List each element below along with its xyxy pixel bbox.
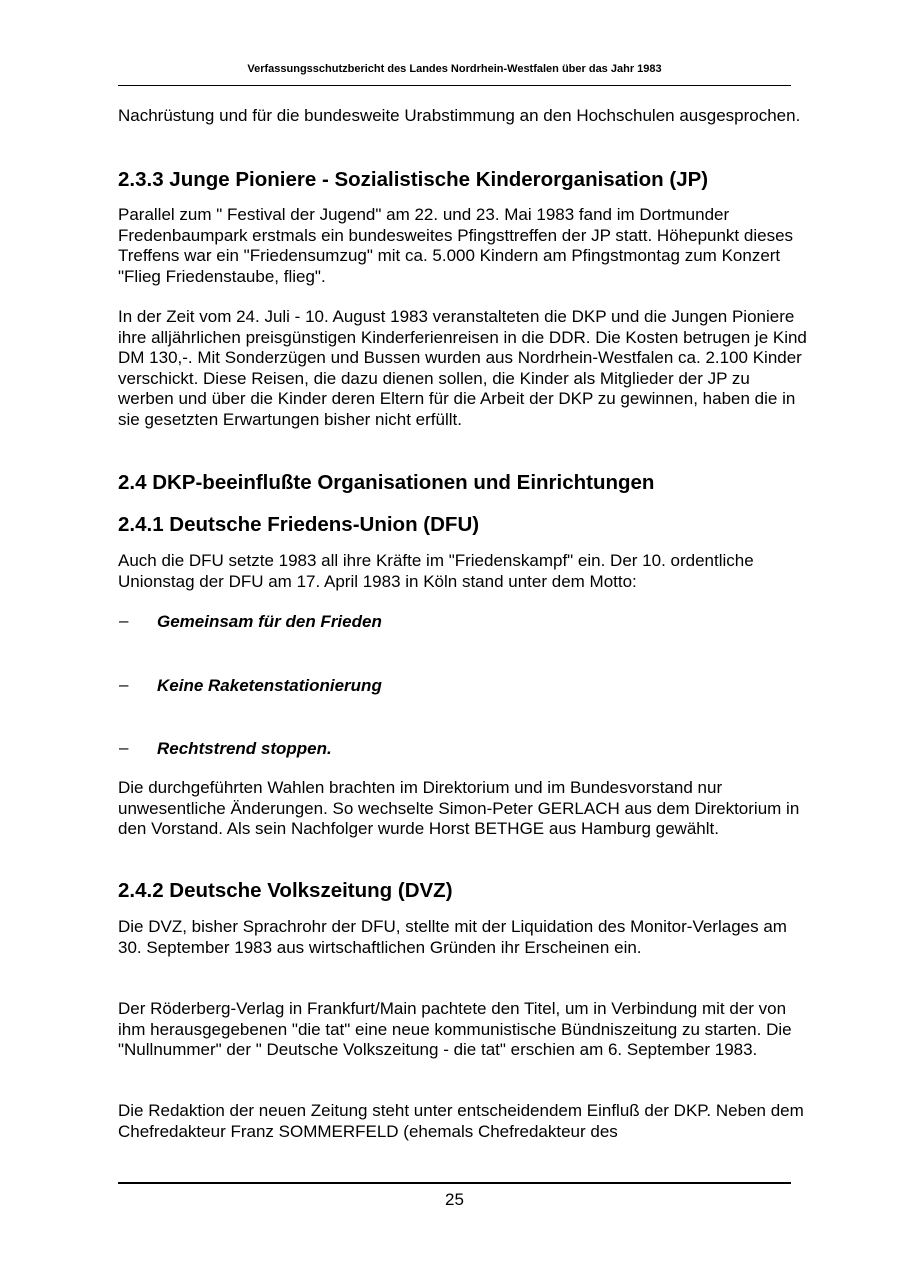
paragraph-continuation: Nachrüstung und für die bundesweite Urabstimmung an den Hochschulen ausgesprochen.: [118, 106, 801, 125]
bullet-motto-2: Keine Raketenstationierung: [157, 676, 382, 695]
paragraph-redaktion: Die Redaktion der neuen Zeitung steht unter entscheidendem Einfluß der DKP. Neben dem Chefredakteur Franz SOMMERFELD (ehemals Chefredakteur des: [118, 1101, 804, 1141]
page-number: 25: [445, 1190, 464, 1209]
heading-2-4: 2.4 DKP-beeinflußte Organisationen und Einrichtungen: [118, 471, 655, 494]
bullet-motto-1: Gemeinsam für den Frieden: [157, 612, 382, 631]
header-rule: [118, 85, 791, 86]
footer-rule: [118, 1182, 791, 1184]
bullet-dash-2: –: [119, 675, 129, 694]
paragraph-dfu-unionstag: Auch die DFU setzte 1983 all ihre Kräfte im "Friedenskampf" ein. Der 10. ordentliche Unionstag der DFU am 17. April 1983 in Köln stand unter dem Motto:: [118, 551, 754, 591]
paragraph-roederberg-verlag: Der Röderberg-Verlag in Frankfurt/Main pachtete den Titel, um in Verbindung mit der von ihm herausgegebenen "die tat" eine neue kommunistische Bündniszeitung zu starten. Die "Nullnummer" der " Deutsche Volkszeitung - die tat" erschien am 6. September 1983.: [118, 999, 792, 1059]
paragraph-ferienreisen: In der Zeit vom 24. Juli - 10. August 1983 veranstalteten die DKP und die Jungen Pioniere ihre alljährlichen preisgünstigen Kinderferienreisen in die DDR. Die Kosten betrugen je Kind DM 130,-. Mit Sonderzügen und Bussen wurden aus Nordrhein-Westfalen ca. 2.100 Kinder verschickt. Diese Reisen, die dazu dienen sollen, die Kinder als Mitglieder der JP zu werben und über die Kinder deren Eltern für die Arbeit der DKP zu gewinnen, haben die in sie gesetzten Erwartungen bisher nicht erfüllt.: [118, 307, 807, 429]
paragraph-wahlen: Die durchgeführten Wahlen brachten im Direktorium und im Bundesvorstand nur unwesentliche Änderungen. So wechselte Simon-Peter GERLACH aus dem Direktorium in den Vorstand. Als sein Nachfolger wurde Horst BETHGE aus Hamburg gewählt.: [118, 778, 800, 838]
bullet-dash-1: –: [119, 611, 129, 630]
running-header: Verfassungsschutzbericht des Landes Nordrhein-Westfalen über das Jahr 1983: [247, 63, 662, 75]
bullet-dash-3: –: [119, 738, 129, 757]
heading-2-4-1: 2.4.1 Deutsche Friedens-Union (DFU): [118, 513, 480, 536]
heading-2-4-2: 2.4.2 Deutsche Volkszeitung (DVZ): [118, 879, 453, 902]
bullet-motto-3: Rechtstrend stoppen.: [157, 739, 332, 758]
heading-2-3-3: 2.3.3 Junge Pioniere - Sozialistische Kinderorganisation (JP): [118, 168, 709, 191]
paragraph-dvz-liquidation: Die DVZ, bisher Sprachrohr der DFU, stellte mit der Liquidation des Monitor-Verlages am 30. September 1983 aus wirtschaftlichen Gründen ihr Erscheinen ein.: [118, 917, 787, 957]
paragraph-pfingsttreffen: Parallel zum " Festival der Jugend" am 22. und 23. Mai 1983 fand im Dortmunder Fredenbaumpark erstmals ein bundesweites Pfingsttreffen der JP statt. Höhepunkt dieses Treffens war ein "Friedensumzug" mit ca. 5.000 Kindern am Pfingstmontag zum Konzert "Flieg Friedenstaube, flieg".: [118, 205, 794, 286]
